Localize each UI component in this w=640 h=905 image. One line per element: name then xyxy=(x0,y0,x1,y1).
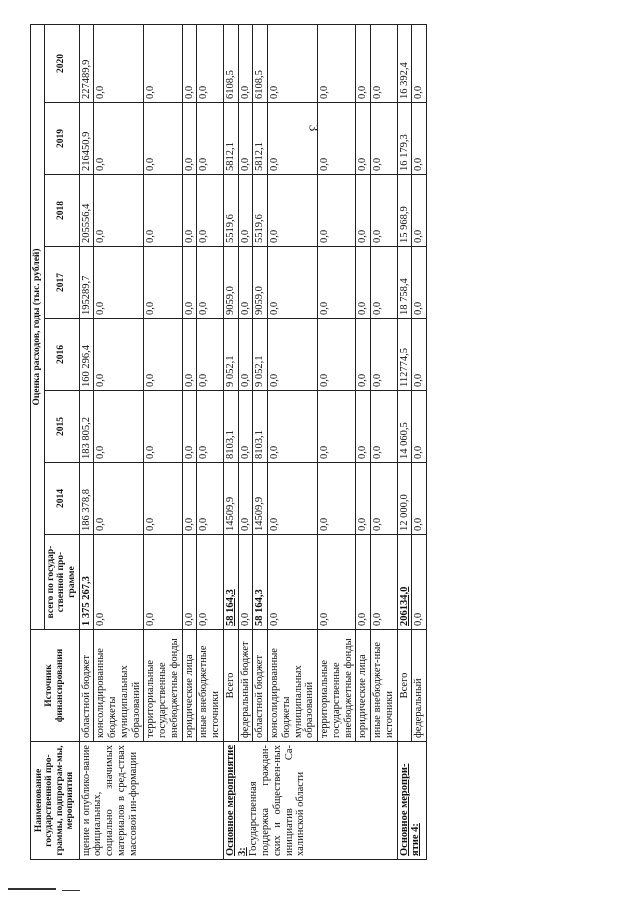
value-cell: 8103,1 xyxy=(253,391,268,463)
value-cell: 0,0 xyxy=(318,247,356,319)
value-cell: 0,0 xyxy=(144,463,182,535)
value-cell: 14509,9 xyxy=(223,463,238,535)
total-cell: 0,0 xyxy=(412,535,427,630)
value-cell: 0,0 xyxy=(268,175,318,247)
value-cell: 14 060,5 xyxy=(397,391,412,463)
value-cell: 0,0 xyxy=(238,103,253,175)
total-cell: 0,0 xyxy=(356,535,371,630)
value-cell: 0,0 xyxy=(412,319,427,391)
value-cell: 0,0 xyxy=(371,247,398,319)
value-cell: 0,0 xyxy=(94,175,144,247)
value-cell: 0,0 xyxy=(197,463,224,535)
section3-title: Основное мероприятие 3: xyxy=(224,745,248,856)
value-cell: 0,0 xyxy=(144,103,182,175)
value-cell: 112774,5 xyxy=(397,319,412,391)
value-cell: 0,0 xyxy=(144,247,182,319)
scan-artifact xyxy=(62,890,80,891)
scan-artifact xyxy=(8,888,56,890)
value-cell: 0,0 xyxy=(197,247,224,319)
value-cell: 0,0 xyxy=(94,247,144,319)
value-cell: 195289,7 xyxy=(79,247,94,319)
source-cell: юридические лица xyxy=(356,630,371,742)
value-cell: 0,0 xyxy=(318,463,356,535)
value-cell: 0,0 xyxy=(268,247,318,319)
value-cell: 0,0 xyxy=(268,463,318,535)
header-year: 2014 xyxy=(44,463,79,535)
total-cell: 0,0 xyxy=(268,535,318,630)
source-cell: Всего xyxy=(223,630,238,742)
total-cell: 0,0 xyxy=(144,535,182,630)
value-cell: 15 968,9 xyxy=(397,175,412,247)
section4-name-cell xyxy=(397,742,427,860)
total-cell: 0,0 xyxy=(371,535,398,630)
value-cell: 0,0 xyxy=(318,391,356,463)
header-year: 2020 xyxy=(44,24,79,102)
header-year: 2018 xyxy=(44,175,79,247)
value-cell: 8103,1 xyxy=(223,391,238,463)
value-cell: 0,0 xyxy=(412,175,427,247)
value-cell: 0,0 xyxy=(268,319,318,391)
value-cell: 0,0 xyxy=(356,247,371,319)
value-cell: 0,0 xyxy=(94,24,144,102)
value-cell: 0,0 xyxy=(182,319,197,391)
value-cell: 0,0 xyxy=(182,463,197,535)
value-cell: 0,0 xyxy=(412,103,427,175)
value-cell: 0,0 xyxy=(182,391,197,463)
value-cell: 16 179,3 xyxy=(397,103,412,175)
value-cell: 0,0 xyxy=(318,24,356,102)
finance-table xyxy=(30,24,427,860)
value-cell: 0,0 xyxy=(412,463,427,535)
value-cell: 16 392,4 xyxy=(397,24,412,102)
value-cell: 0,0 xyxy=(371,103,398,175)
value-cell: 0,0 xyxy=(356,24,371,102)
value-cell: 0,0 xyxy=(268,103,318,175)
value-cell: 0,0 xyxy=(182,175,197,247)
value-cell: 0,0 xyxy=(197,391,224,463)
value-cell: 0,0 xyxy=(238,24,253,102)
value-cell: 0,0 xyxy=(94,463,144,535)
continuation-name: щение и опублико-вание официальных, социально значимых материалов в сред-ствах массовой ин-формации xyxy=(79,742,223,860)
value-cell: 14509,9 xyxy=(253,463,268,535)
value-cell: 9 052,1 xyxy=(223,319,238,391)
source-cell: федеральный бюджет xyxy=(238,630,253,742)
page-number: 3 xyxy=(306,124,322,132)
total-cell: 58 164,3 xyxy=(223,535,238,630)
source-cell: Всего xyxy=(397,630,412,742)
source-cell: территориальные государственные внебюджетные фонды xyxy=(144,630,182,742)
value-cell: 5519,6 xyxy=(223,175,238,247)
header-name: Наименование государственной про-граммы, подпрограм-мы, мероприятия xyxy=(31,742,80,860)
value-cell: 0,0 xyxy=(356,319,371,391)
value-cell: 160 296,4 xyxy=(79,319,94,391)
value-cell: 0,0 xyxy=(371,463,398,535)
value-cell: 205556,4 xyxy=(79,175,94,247)
value-cell: 0,0 xyxy=(197,319,224,391)
value-cell: 0,0 xyxy=(182,247,197,319)
value-cell: 0,0 xyxy=(412,391,427,463)
source-cell: территориальные государственные внебюджетные фонды xyxy=(318,630,356,742)
total-cell: 0,0 xyxy=(318,535,356,630)
value-cell: 0,0 xyxy=(356,175,371,247)
value-cell: 0,0 xyxy=(238,391,253,463)
header-year: 2019 xyxy=(44,103,79,175)
value-cell: 0,0 xyxy=(318,175,356,247)
section3-text: Государственная поддержка граждан-ских и обществен-ных инициатив Са-халинской области xyxy=(248,745,307,856)
section4-title: Основное меропри-ятие 4: xyxy=(398,763,422,856)
value-cell: 0,0 xyxy=(371,175,398,247)
value-cell: 186 378,8 xyxy=(79,463,94,535)
total-cell: 0,0 xyxy=(197,535,224,630)
value-cell: 0,0 xyxy=(238,247,253,319)
value-cell: 0,0 xyxy=(268,24,318,102)
header-year: 2015 xyxy=(44,391,79,463)
total-cell: 1 375 267,3 xyxy=(79,535,94,630)
value-cell: 5812,1 xyxy=(253,103,268,175)
value-cell: 227489,9 xyxy=(79,24,94,102)
value-cell: 9 052,1 xyxy=(253,319,268,391)
header-source: Источник финансирования xyxy=(31,630,80,742)
source-cell: консолидированные бюджеты муниципальных образований xyxy=(94,630,144,742)
total-cell: 0,0 xyxy=(94,535,144,630)
header-year: 2017 xyxy=(44,247,79,319)
source-cell: консолидированные бюджеты муниципальных образований xyxy=(268,630,318,742)
source-cell: иные внебюджетные источники xyxy=(197,630,224,742)
total-cell: 206134,0 xyxy=(397,535,412,630)
value-cell: 183 805,2 xyxy=(79,391,94,463)
value-cell: 0,0 xyxy=(238,319,253,391)
value-cell: 0,0 xyxy=(238,175,253,247)
total-cell: 0,0 xyxy=(238,535,253,630)
rotated-table-page xyxy=(30,25,595,860)
value-cell: 6108,5 xyxy=(223,24,238,102)
value-cell: 0,0 xyxy=(268,391,318,463)
value-cell: 0,0 xyxy=(197,24,224,102)
value-cell: 9059,0 xyxy=(223,247,238,319)
value-cell: 0,0 xyxy=(144,391,182,463)
source-cell: федеральный xyxy=(412,630,427,742)
source-cell: юридические лица xyxy=(182,630,197,742)
value-cell: 0,0 xyxy=(371,24,398,102)
value-cell: 18 758,4 xyxy=(397,247,412,319)
source-cell: областной бюджет xyxy=(79,630,94,742)
value-cell: 0,0 xyxy=(94,103,144,175)
source-cell: областной бюджет xyxy=(253,630,268,742)
header-year: 2016 xyxy=(44,319,79,391)
value-cell: 0,0 xyxy=(144,175,182,247)
value-cell: 0,0 xyxy=(318,319,356,391)
value-cell: 0,0 xyxy=(197,175,224,247)
value-cell: 9059,0 xyxy=(253,247,268,319)
value-cell: 216450,9 xyxy=(79,103,94,175)
value-cell: 0,0 xyxy=(94,319,144,391)
value-cell: 6108,5 xyxy=(253,24,268,102)
value-cell: 0,0 xyxy=(371,391,398,463)
value-cell: 5812,1 xyxy=(223,103,238,175)
source-cell: иные внебюджет-ные источники xyxy=(371,630,398,742)
section3-name-cell xyxy=(223,742,397,860)
value-cell: 0,0 xyxy=(318,103,356,175)
value-cell: 0,0 xyxy=(182,24,197,102)
value-cell: 0,0 xyxy=(412,247,427,319)
value-cell: 0,0 xyxy=(356,463,371,535)
value-cell: 0,0 xyxy=(182,103,197,175)
value-cell: 5519,6 xyxy=(253,175,268,247)
total-cell: 58 164,3 xyxy=(253,535,268,630)
value-cell: 0,0 xyxy=(412,24,427,102)
value-cell: 0,0 xyxy=(371,319,398,391)
value-cell: 0,0 xyxy=(144,24,182,102)
value-cell: 0,0 xyxy=(94,391,144,463)
header-estimate: Оценка расходов, годы (тыс. рублей) xyxy=(31,24,45,629)
value-cell: 0,0 xyxy=(238,463,253,535)
value-cell: 0,0 xyxy=(356,391,371,463)
value-cell: 12 000,0 xyxy=(397,463,412,535)
value-cell: 0,0 xyxy=(144,319,182,391)
header-total: всего по государ-ственной про-грамме xyxy=(44,535,79,630)
value-cell: 0,0 xyxy=(197,103,224,175)
total-cell: 0,0 xyxy=(182,535,197,630)
value-cell: 0,0 xyxy=(356,103,371,175)
